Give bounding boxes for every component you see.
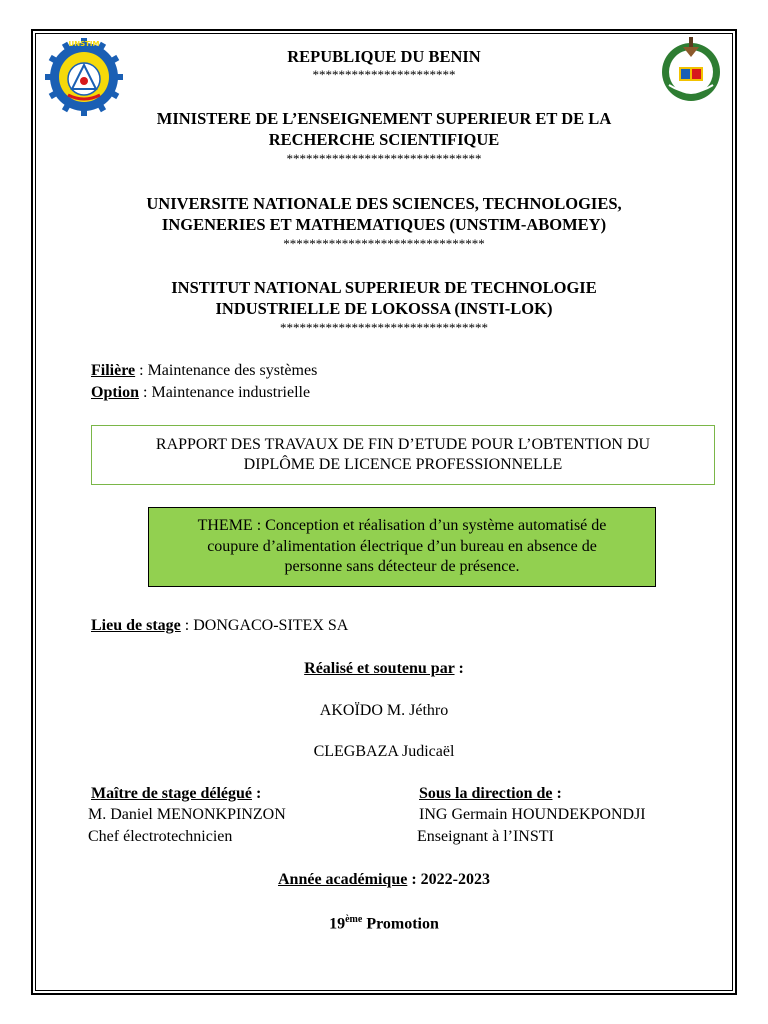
filiere-line bbox=[91, 361, 317, 381]
filiere-label: Filière bbox=[91, 362, 136, 379]
academic-year-value: : 2022-2023 bbox=[407, 871, 490, 888]
supervisor-right-name: ING Germain HOUNDEKPONDJI bbox=[419, 806, 646, 823]
separator-stars: ****************************** bbox=[286, 151, 482, 166]
promotion-suffix: ème bbox=[345, 914, 363, 925]
ministry-line-1: MINISTERE DE L’ENSEIGNEMENT SUPERIEUR ET DE LA bbox=[156, 109, 612, 128]
supervisor-left-label: Maître de stage délégué bbox=[91, 785, 252, 802]
theme-line-1: THEME : Conception et réalisation d’un système automatisé de bbox=[197, 517, 607, 534]
authors-heading bbox=[40, 659, 728, 679]
university-line-2: INGENERIES ET MATHEMATIQUES (UNSTIM-ABOMEY) bbox=[161, 215, 607, 234]
supervisor-left-role: Chef électrotechnicien bbox=[88, 828, 233, 845]
supervisor-left-suffix: : bbox=[252, 785, 262, 802]
supervisor-right-label: Sous la direction de bbox=[419, 785, 553, 802]
separator-stars: ******************************* bbox=[283, 236, 485, 251]
separator-stars: ******************************** bbox=[280, 320, 488, 335]
ministry-line-2: RECHERCHE SCIENTIFIQUE bbox=[268, 130, 500, 149]
promotion bbox=[40, 910, 728, 934]
report-title-line-1: RAPPORT DES TRAVAUX DE FIN D’ETUDE POUR L’OBTENTION DU bbox=[155, 436, 651, 453]
option-label: Option bbox=[91, 384, 140, 401]
theme-line-3: personne sans détecteur de présence. bbox=[284, 558, 520, 575]
promotion-text: Promotion bbox=[362, 915, 439, 933]
supervisor-right-suffix: : bbox=[552, 785, 562, 802]
academic-year-label: Année académique bbox=[278, 871, 408, 888]
option-value: : Maintenance industrielle bbox=[139, 384, 311, 401]
separator-stars: ********************** bbox=[312, 67, 456, 82]
internship-line bbox=[91, 616, 348, 636]
supervisor-left-heading bbox=[91, 784, 261, 804]
filiere-value: : Maintenance des systèmes bbox=[135, 362, 318, 379]
university-line-1: UNIVERSITE NATIONALE DES SCIENCES, TECHNOLOGIES, bbox=[146, 194, 622, 213]
country-title: REPUBLIQUE DU BENIN bbox=[287, 47, 481, 66]
institute-line-2: INDUSTRIELLE DE LOKOSSA (INSTI-LOK) bbox=[215, 299, 553, 318]
report-title-line-2: DIPLÔME DE LICENCE PROFESSIONNELLE bbox=[243, 456, 563, 473]
theme-box bbox=[148, 507, 656, 587]
option-line bbox=[91, 383, 310, 403]
report-title-box bbox=[91, 425, 715, 485]
promotion-number: 19 bbox=[329, 915, 346, 933]
author-name: CLEGBAZA Judicaël bbox=[313, 743, 455, 760]
internship-value: : DONGACO-SITEX SA bbox=[180, 617, 349, 634]
authors-heading-suffix: : bbox=[454, 660, 464, 677]
supervisor-left-name: M. Daniel MENONKPINZON bbox=[88, 806, 286, 823]
unstim-logo-text: UNSTIM bbox=[68, 40, 100, 48]
academic-year bbox=[40, 870, 728, 890]
internship-label: Lieu de stage bbox=[91, 617, 181, 634]
supervisor-right-role: Enseignant à l’INSTI bbox=[417, 828, 554, 845]
institute-line-1: INSTITUT NATIONAL SUPERIEUR DE TECHNOLOGIE bbox=[171, 278, 597, 297]
theme-line-2: coupure d’alimentation électrique d’un bureau en absence de bbox=[207, 537, 597, 555]
author-name: AKOÏDO M. Jéthro bbox=[319, 702, 449, 719]
supervisor-right-heading bbox=[419, 784, 562, 804]
authors-heading-label: Réalisé et soutenu par bbox=[304, 660, 455, 677]
